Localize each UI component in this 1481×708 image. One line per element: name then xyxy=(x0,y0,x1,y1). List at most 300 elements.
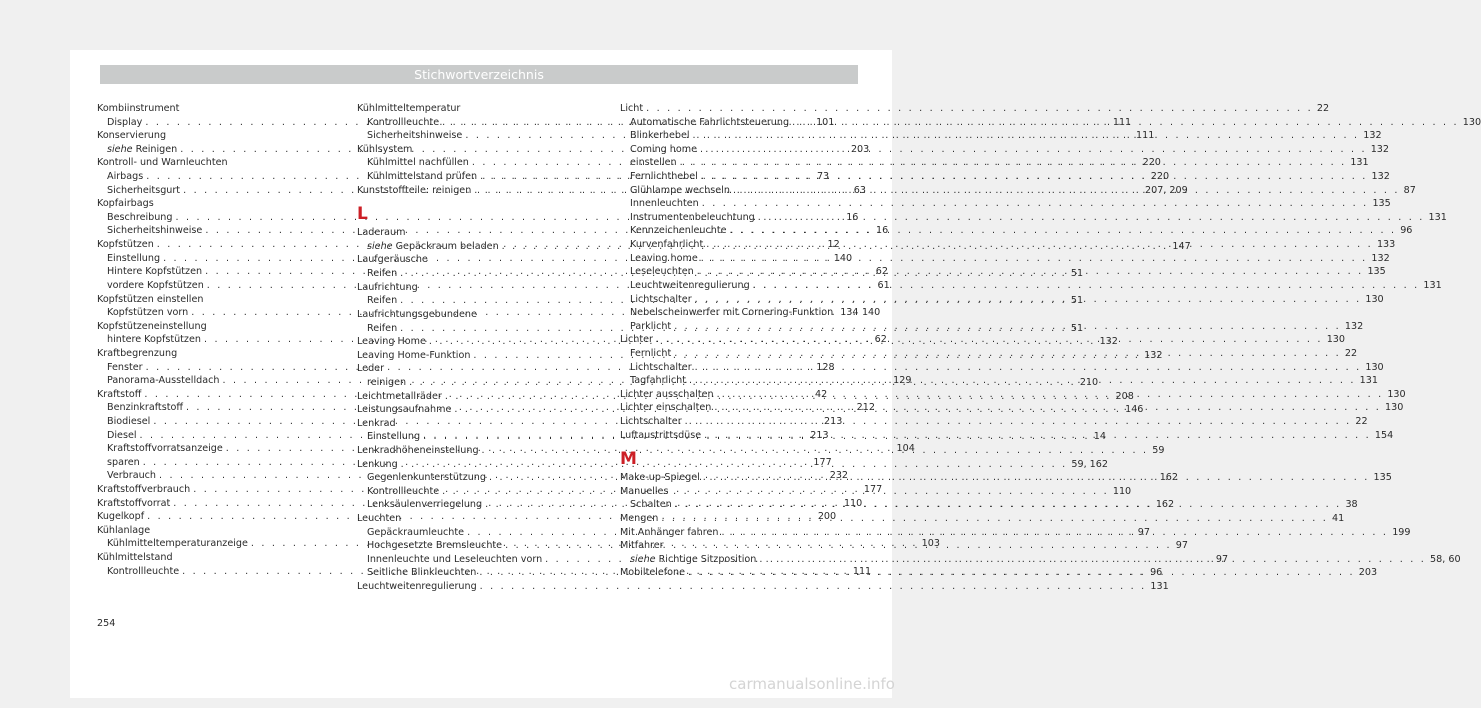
page-reference: 130 xyxy=(1385,402,1404,414)
entry-label xyxy=(107,374,219,388)
entry-label xyxy=(107,143,177,157)
page-reference: 132 xyxy=(1371,252,1390,264)
leader-dots xyxy=(693,129,1360,143)
entry-label xyxy=(620,566,685,580)
entry-text: Sicherheitshinweise xyxy=(367,130,463,142)
entry-text: Licht xyxy=(620,102,644,114)
entry-label xyxy=(630,184,730,198)
leader-dots xyxy=(702,197,1369,211)
leader-dots xyxy=(680,156,1347,170)
page-reference: 59, 162 xyxy=(1071,458,1108,470)
page-reference: 97 xyxy=(1175,540,1188,552)
entry-label xyxy=(357,308,477,322)
entry-label xyxy=(97,320,207,334)
page-reference: 131 xyxy=(1423,279,1442,291)
leader-dots xyxy=(721,526,1388,540)
leader-dots xyxy=(646,102,1313,116)
entry-label xyxy=(107,224,202,238)
page-reference: 103 xyxy=(921,538,940,550)
entry-label xyxy=(357,281,418,295)
entry-label xyxy=(107,306,188,320)
leader-dots xyxy=(701,170,1368,184)
page-reference: 132 xyxy=(1371,171,1390,183)
entry-label xyxy=(620,471,700,485)
entry-label xyxy=(107,415,150,429)
page-reference: 177 xyxy=(813,456,832,468)
entry-text: Blinkerhebel xyxy=(630,130,690,142)
index-entry xyxy=(97,102,317,116)
page-reference: 96 xyxy=(1150,567,1163,579)
entry-label xyxy=(107,211,172,225)
entry-label xyxy=(630,143,697,157)
entry-label xyxy=(357,349,470,363)
entry-label xyxy=(97,483,190,497)
entry-text: Kühlmittelstand prüfen xyxy=(367,171,478,183)
entry-text: Lichtschalter xyxy=(630,361,692,373)
page-reference: 41 xyxy=(1332,513,1345,525)
page-reference: 210 xyxy=(1079,376,1099,388)
entry-label xyxy=(630,306,833,320)
leader-dots xyxy=(792,116,1459,130)
page-reference: 132 xyxy=(1099,336,1118,348)
page-reference: 22 xyxy=(1316,102,1330,114)
page-reference: 132 xyxy=(1370,143,1390,155)
page-reference: 130 xyxy=(1365,361,1384,373)
leader-dots xyxy=(701,252,1368,266)
entry-text: Mengen xyxy=(620,513,659,525)
entry-label xyxy=(630,238,703,252)
index-letter-heading: L xyxy=(357,204,368,225)
entry-label xyxy=(367,471,486,485)
entry-text: Gepäckraum beladen xyxy=(392,240,499,252)
entry-label xyxy=(97,102,179,116)
entry-label xyxy=(630,279,750,293)
entry-label xyxy=(107,116,142,130)
page-reference: 177 xyxy=(863,484,883,496)
index-entry xyxy=(97,293,317,307)
entry-label xyxy=(620,485,668,499)
index-entry xyxy=(97,320,317,334)
entry-text: Lenkung xyxy=(357,458,398,470)
page-reference: 61 xyxy=(877,279,890,291)
entry-text: Diesel xyxy=(107,429,137,441)
leader-dots xyxy=(759,553,1426,567)
leader-dots xyxy=(695,293,1362,307)
entry-label xyxy=(630,553,756,567)
page-reference: 130 xyxy=(1326,334,1345,346)
page-reference: 132 xyxy=(1144,349,1163,361)
index-entry xyxy=(97,551,317,565)
entry-text: Innenleuchten xyxy=(630,198,699,210)
entry-label xyxy=(630,374,686,388)
entry-text: hintere Kopfstützen xyxy=(107,334,201,346)
page-reference: 111 xyxy=(1112,116,1132,128)
entry-text: Gepäckraumleuchte xyxy=(367,526,465,538)
entry-label xyxy=(107,279,204,293)
leader-dots xyxy=(674,347,1341,361)
entry-text: Hintere Kopfstützen xyxy=(107,266,203,278)
entry-text: Panorama-Ausstelldach xyxy=(107,375,220,387)
leader-dots xyxy=(689,374,1356,388)
index-entry xyxy=(620,485,840,499)
index-entry xyxy=(620,102,1330,116)
entry-text: Kühlmitteltemperaturanzeige xyxy=(107,538,248,550)
entry-text: Airbags xyxy=(107,171,144,183)
page-reference: 199 xyxy=(1392,526,1411,538)
entry-text: Kühlmitteltemperatur xyxy=(357,102,461,114)
entry-label xyxy=(620,401,711,415)
page-reference: 111 xyxy=(1136,130,1155,142)
entry-label xyxy=(107,469,156,483)
entry-text: Leaving Home-Funktion xyxy=(357,349,471,361)
watermark: carmanualsonline.info xyxy=(729,675,895,693)
page-reference: 130 xyxy=(1387,388,1406,400)
page-reference: 16 xyxy=(876,225,889,237)
entry-text: Benzinkraftstoff xyxy=(107,402,183,414)
entry-text: Lichter ausschalten xyxy=(620,388,714,400)
entry-text: Kühlanlage xyxy=(97,524,151,536)
see-reference: siehe xyxy=(630,553,656,565)
page-reference: 12 xyxy=(827,239,840,251)
entry-label xyxy=(620,429,701,443)
page-reference: 63 xyxy=(853,184,866,196)
entry-label xyxy=(107,361,143,375)
entry-label xyxy=(630,211,755,225)
index-entry xyxy=(357,253,577,267)
entry-label xyxy=(97,197,154,211)
entry-text: Luftaustrittsdüse xyxy=(620,429,702,441)
page-reference: 14 xyxy=(1093,431,1106,443)
leader-dots xyxy=(695,361,1362,375)
page-reference: 51 xyxy=(1070,268,1084,280)
entry-label xyxy=(620,526,718,540)
index-entry xyxy=(357,226,577,240)
entry-label xyxy=(367,294,397,308)
page-reference: 135 xyxy=(1367,266,1386,278)
entry-label xyxy=(107,401,183,415)
index-entry xyxy=(357,143,577,157)
leader-dots xyxy=(758,211,1425,225)
entry-label xyxy=(630,265,694,279)
leader-dots xyxy=(717,388,1384,402)
page-reference: 135 xyxy=(1372,198,1391,210)
section-header: Stichwortverzeichnis xyxy=(100,65,858,84)
page-reference: 51 xyxy=(1070,295,1084,307)
entry-text: Leistungsaufnahme xyxy=(357,404,452,416)
page-reference: 130 xyxy=(1462,116,1481,128)
entry-text: Reifen xyxy=(367,295,398,307)
entry-label xyxy=(620,388,714,402)
page-reference: 22 xyxy=(1344,347,1358,359)
page-reference: 232 xyxy=(829,470,849,482)
page-reference: 111 xyxy=(852,565,872,577)
index-page xyxy=(70,50,1481,698)
entry-label xyxy=(357,102,460,116)
entry-text: Leaving Home xyxy=(357,336,426,348)
entry-label xyxy=(357,184,471,198)
index-subentry xyxy=(620,306,859,320)
page-reference: 132 xyxy=(1344,320,1364,332)
entry-label xyxy=(367,539,502,553)
entry-text: Kunststoffteile: reinigen xyxy=(357,184,472,196)
page-reference: 104 xyxy=(896,443,915,455)
index-entry xyxy=(357,102,577,116)
leader-dots xyxy=(704,429,1371,443)
entry-text: Lenkradhöheneinstellung xyxy=(357,445,479,456)
entry-text: reinigen xyxy=(367,376,407,388)
entry-text: Sicherheitshinweise xyxy=(107,225,203,237)
entry-text: Kontrollleuchte xyxy=(367,485,440,497)
entry-text: einstellen xyxy=(630,157,677,169)
entry-label xyxy=(97,156,228,170)
entry-text: sparen xyxy=(107,456,140,468)
entry-label xyxy=(107,265,202,279)
entry-text: Nebelscheinwerfer mit Cornering-Funktion xyxy=(630,307,834,319)
entry-text: Make-up-Spiegel xyxy=(620,472,700,484)
index-entry xyxy=(97,347,317,361)
entry-text: Automatische Fahrlichtsteuerung xyxy=(630,116,790,128)
entry-text: Fernlicht xyxy=(630,347,672,359)
entry-label xyxy=(367,322,397,336)
index-entry xyxy=(620,539,840,553)
entry-label xyxy=(620,102,643,116)
leader-dots xyxy=(656,333,1323,347)
leader-dots xyxy=(697,265,1364,279)
leader-dots xyxy=(700,143,1367,157)
page-reference: 220 xyxy=(1150,171,1170,183)
entry-label xyxy=(97,388,141,402)
page-reference: 203 xyxy=(850,143,870,155)
leader-dots xyxy=(733,184,1400,198)
entry-text: Kraftstoffvorratsanzeige xyxy=(107,443,223,455)
entry-label xyxy=(107,537,248,551)
entry-text: Kennzeichenleuchte xyxy=(630,225,727,237)
entry-label xyxy=(357,253,428,267)
entry-text: Seitliche Blinkleuchten xyxy=(367,567,477,579)
entry-text: Kurvenfahrlicht xyxy=(630,239,704,251)
entry-label xyxy=(367,566,476,580)
entry-text: Kombiinstrument xyxy=(97,102,180,114)
entry-text: Glühlampe wechseln xyxy=(630,184,730,196)
entry-text: Kopfstützen vorn xyxy=(107,307,189,319)
entry-text: Reifen xyxy=(367,322,398,334)
entry-label xyxy=(620,415,682,429)
entry-label xyxy=(357,444,479,458)
index-entry xyxy=(357,512,577,526)
entry-text: Leuchtweitenregulierung xyxy=(357,581,477,593)
entry-text: Leder xyxy=(357,363,385,375)
entry-label xyxy=(107,333,201,347)
page-reference: 147 xyxy=(1172,240,1191,252)
entry-text: Leichtmetallräder xyxy=(357,390,442,402)
page-reference: 213 xyxy=(824,416,843,427)
entry-text: Parklicht xyxy=(630,320,672,332)
entry-text: Leaving home xyxy=(630,252,698,264)
page-reference: 128 xyxy=(816,361,835,373)
entry-text: vordere Kopfstützen xyxy=(107,279,204,291)
entry-label xyxy=(107,442,223,456)
entry-text: Tagfahrlicht xyxy=(630,375,686,387)
entry-label xyxy=(97,524,150,538)
entry-text: Leuchtweitenregulierung xyxy=(630,279,750,291)
entry-label xyxy=(620,539,664,553)
entry-text: Instrumentenbeleuchtung xyxy=(630,211,755,223)
entry-label xyxy=(630,224,727,238)
index-entry xyxy=(357,417,577,431)
entry-text: Lenksäulenverriegelung xyxy=(367,499,483,511)
entry-label xyxy=(107,170,143,184)
page-reference: 200 xyxy=(817,511,837,523)
entry-text: Kopfstützeneinstellung xyxy=(97,320,207,332)
entry-text: Kraftstoffvorrat xyxy=(97,497,171,509)
page-reference: 51 xyxy=(1070,322,1084,334)
entry-label xyxy=(367,553,542,567)
entry-text: Einstellung xyxy=(107,252,161,264)
index-entry xyxy=(97,156,317,170)
page-reference: 146 xyxy=(1125,404,1144,416)
page-reference: 58, 60 xyxy=(1430,553,1461,565)
page-reference: 97 xyxy=(1215,553,1229,565)
entry-label xyxy=(367,267,397,281)
entry-text: Kopfstützen einstellen xyxy=(97,293,204,305)
page-reference: 131 xyxy=(1359,375,1378,387)
entry-label xyxy=(630,498,672,512)
entry-label xyxy=(367,526,464,540)
entry-label xyxy=(97,497,170,511)
page-reference: 16 xyxy=(846,211,859,223)
page-reference: 140 xyxy=(861,307,881,319)
entry-text: Coming home xyxy=(630,143,697,155)
page-reference: 203 xyxy=(1358,567,1378,579)
entry-text: Manuelles xyxy=(620,485,669,497)
entry-text: Reinigen xyxy=(132,143,178,155)
page-reference: 162 xyxy=(1155,499,1175,511)
entry-label xyxy=(630,170,698,184)
entry-label xyxy=(630,116,789,130)
index-entry xyxy=(357,308,577,322)
entry-label xyxy=(630,293,692,307)
index-entry xyxy=(97,524,317,538)
entry-text: Laderaum xyxy=(357,227,406,239)
entry-text: Laufrichtungsgebundene xyxy=(357,308,477,320)
entry-label xyxy=(97,347,177,361)
page-reference: 42 xyxy=(815,388,828,400)
entry-label xyxy=(367,376,406,390)
entry-text: Konservierung xyxy=(97,130,167,142)
entry-text: Lenkrad xyxy=(357,417,396,429)
page-reference: 208 xyxy=(1115,390,1134,402)
entry-label xyxy=(357,403,451,417)
leader-dots xyxy=(714,401,1381,415)
entry-text: Kühlmittel nachfüllen xyxy=(367,157,469,169)
page-reference: 131 xyxy=(1150,581,1169,593)
see-reference: siehe xyxy=(367,240,393,252)
see-reference: siehe xyxy=(107,143,133,155)
page-reference: 96 xyxy=(1400,225,1413,237)
page-reference: 132 xyxy=(1363,130,1382,142)
page-reference: 162 xyxy=(1159,472,1178,484)
entry-label xyxy=(107,456,140,470)
entry-text: Mobiltelefone xyxy=(620,567,686,579)
entry-label xyxy=(630,129,690,143)
index-entry xyxy=(97,129,317,143)
entry-label xyxy=(630,252,698,266)
entry-text: Einstellung xyxy=(367,431,421,443)
entry-label xyxy=(357,512,401,526)
entry-label xyxy=(367,485,439,499)
leader-dots xyxy=(480,580,1147,594)
entry-text: Biodiesel xyxy=(107,416,151,427)
page-reference: 134 xyxy=(840,307,859,319)
index-entry xyxy=(357,281,577,295)
leader-dots xyxy=(685,415,1352,429)
entry-text: Mit Anhänger fahren xyxy=(620,526,719,538)
entry-text: Lichter einschalten xyxy=(620,402,712,414)
page-reference: 133 xyxy=(1376,239,1396,251)
page-reference: 101 xyxy=(816,116,835,128)
page-reference: 213 xyxy=(810,429,829,441)
leader-dots xyxy=(703,471,1370,485)
entry-text: Gegenlenkunterstützung xyxy=(367,472,486,484)
entry-text: Kontroll- und Warnleuchten xyxy=(97,157,228,169)
page-reference: 110 xyxy=(843,497,863,509)
entry-text: Kontrollleuchte xyxy=(367,116,440,128)
leader-dots xyxy=(730,224,1397,238)
entry-text: Schalten xyxy=(630,499,672,511)
entry-label xyxy=(97,551,173,565)
entry-text: Laufgeräusche xyxy=(357,254,428,266)
entry-text: Innenleuchte und Leseleuchten vorn xyxy=(367,553,543,565)
index-entry xyxy=(97,197,317,211)
entry-text: Kugelkopf xyxy=(97,511,145,523)
index-entry xyxy=(620,512,1345,526)
entry-text: Fernlichthebel xyxy=(630,171,698,183)
entry-text: Leuchten xyxy=(357,513,402,525)
entry-label xyxy=(357,580,477,594)
page-reference: 207, 209 xyxy=(1144,184,1188,196)
entry-text: Kühlmittelstand xyxy=(97,552,173,564)
page-reference: 129 xyxy=(893,375,912,387)
page-reference: 130 xyxy=(1365,293,1384,305)
index-letter-heading: M xyxy=(620,449,637,470)
entry-text: Kühlsystem xyxy=(357,143,413,155)
page-reference: 73 xyxy=(816,171,830,183)
entry-text: Lichtschalter xyxy=(620,416,682,427)
entry-label xyxy=(630,197,699,211)
leader-dots xyxy=(753,279,1420,293)
entry-label xyxy=(367,156,469,170)
entry-label xyxy=(357,226,405,240)
leader-dots xyxy=(688,566,1355,580)
page-reference: 212 xyxy=(856,402,875,414)
entry-label xyxy=(107,184,180,198)
entry-text: Laufrichtung xyxy=(357,281,418,293)
entry-label xyxy=(367,240,499,254)
entry-text: Verbrauch xyxy=(107,470,157,482)
entry-text: Kopfairbags xyxy=(97,198,154,210)
leader-dots xyxy=(706,238,1373,252)
entry-label xyxy=(367,129,462,143)
page-reference: 22 xyxy=(1355,416,1368,427)
page-reference: 154 xyxy=(1374,429,1394,441)
page-reference: 38 xyxy=(1345,499,1358,511)
leader-dots xyxy=(674,320,1341,334)
entry-label xyxy=(97,238,154,252)
page-reference: 59 xyxy=(1152,445,1165,456)
entry-label xyxy=(107,252,160,266)
leader-dots xyxy=(675,498,1342,512)
entry-label xyxy=(367,498,482,512)
